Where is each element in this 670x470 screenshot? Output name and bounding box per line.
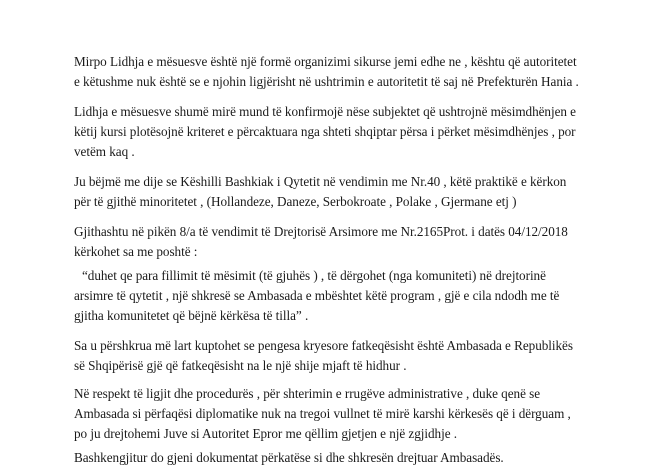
paragraph-2-line-3: vetëm kaq .	[74, 144, 135, 159]
paragraph-7-line-2: Ambasada si përfaqësi diplomatike nuk na tregoi vullnet të mirë karshi kërkesës që i dërguam ,	[74, 406, 571, 421]
paragraph-7-line-1: Në respekt të ligjit dhe procedurës , për shterimin e rrugëve administrative , duke qenë se	[74, 386, 541, 401]
paragraph-5-line-1: “duhet qe para fillimit të mësimit (të gjuhës ) , të dërgohet (nga komuniteti) në drejtorinë	[82, 268, 546, 283]
paragraph-1-line-2: e këtushme nuk është se e njohin ligjërisht në ushtrimin e autoritetit të saj në Prefekturën Hania .	[74, 74, 579, 89]
paragraph-6-line-2: së Shqipërisë gjë që fatkeqësisht na le një shije mjaft të hidhur .	[74, 358, 407, 373]
paragraph-7-line-3: po ju drejtohemi Juve si Autoritet Epror me qëllim gjetjen e një zgjidhje .	[74, 426, 457, 441]
paragraph-4-line-1: Gjithashtu në pikën 8/a të vendimit të Drejtorisë Arsimore me Nr.2165Prot. i datës 04/12/2018	[74, 224, 568, 239]
paragraph-1-line-1: Mirpo Lidhja e mësuesve është një formë organizimi sikurse jemi edhe ne , kështu që autoritetet	[74, 54, 577, 69]
paragraph-4-line-2: kërkohet sa me poshtë :	[74, 244, 198, 259]
paragraph-3-line-1: Ju bëjmë me dije se Këshilli Bashkiak i Qytetit në vendimin me Nr.40 , këtë praktikë e kërkon	[74, 174, 567, 189]
paragraph-2-line-1: Lidhja e mësuesve shumë mirë mund të konfirmojë nëse subjektet që ushtrojnë mësimdhënjen e	[74, 104, 576, 119]
paragraph-3-line-2: për të gjithë minoritetet , (Hollandeze, Daneze, Serbokroate , Polake , Gjermane etj )	[74, 194, 517, 209]
paragraph-8-line-1: Bashkengjitur do gjeni dokumentat përkatëse si dhe shkresën drejtuar Ambasadës.	[74, 450, 504, 465]
paragraph-6-line-1: Sa u përshkrua më lart kuptohet se pengesa kryesore fatkeqësisht është Ambasada e Republikës	[74, 338, 573, 353]
paragraph-2-line-2: këtij kursi plotësojnë kriteret e përcaktuara nga shteti shqiptar përsa i përket mësimdhënjes , por	[74, 124, 576, 139]
paragraph-5-line-2: arsimre të qytetit , një shkresë se Ambasada e mbështet këtë program , gjë e cila ndodh me të	[74, 288, 560, 303]
paragraph-5-line-3: gjitha komunitetet që bëjnë kërkësa të tilla” .	[74, 308, 309, 323]
